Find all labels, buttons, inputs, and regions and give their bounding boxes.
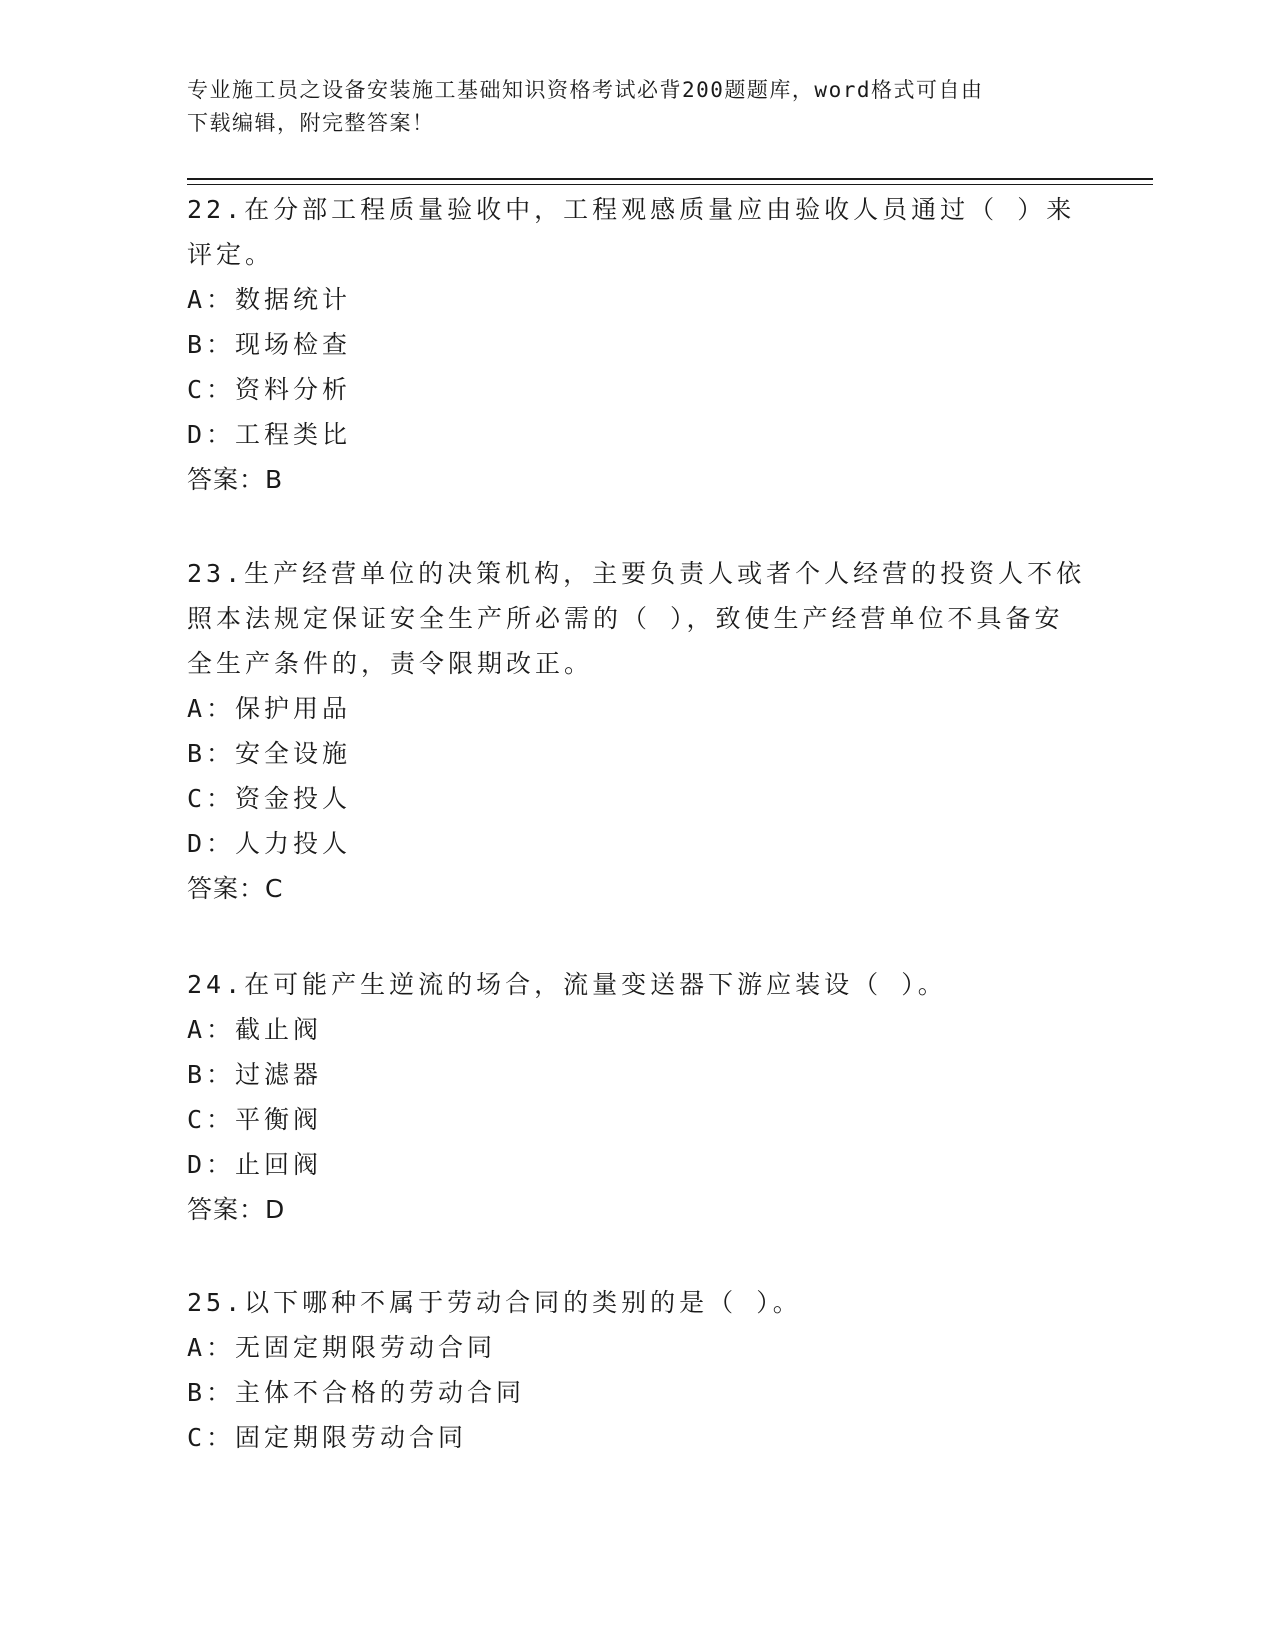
header-line-1: 专业施工员之设备安装施工基础知识资格考试必背200题题库，word格式可自由 xyxy=(187,78,984,102)
option-a: A：截止阀 xyxy=(187,1015,323,1044)
document-header xyxy=(187,74,1067,140)
option-b: B：现场检查 xyxy=(187,330,352,359)
question-stem-line: 全生产条件的，责令限期改正。 xyxy=(187,649,594,678)
question-24 xyxy=(187,962,1087,1232)
question-25 xyxy=(187,1280,1087,1460)
option-d: D：人力投人 xyxy=(187,829,352,858)
option-a: A：无固定期限劳动合同 xyxy=(187,1333,497,1362)
option-b: B：过滤器 xyxy=(187,1060,323,1089)
option-c: C：固定期限劳动合同 xyxy=(187,1423,468,1452)
option-c: C：资料分析 xyxy=(187,375,352,404)
answer: 答案：B xyxy=(187,465,284,494)
option-c: C：平衡阀 xyxy=(187,1105,323,1134)
option-d: D：止回阀 xyxy=(187,1150,323,1179)
question-22 xyxy=(187,187,1087,502)
question-stem-line: 22.在分部工程质量验收中，工程观感质量应由验收人员通过（ ）来 xyxy=(187,195,1076,224)
answer: 答案：C xyxy=(187,874,284,903)
question-stem-line: 23.生产经营单位的决策机构，主要负责人或者个人经营的投资人不依 xyxy=(187,559,1086,588)
header-line-2: 下载编辑，附完整答案！ xyxy=(187,111,435,135)
question-stem-line: 评定。 xyxy=(187,240,275,269)
header-divider-thin xyxy=(187,184,1153,185)
option-d: D：工程类比 xyxy=(187,420,352,449)
answer: 答案：D xyxy=(187,1195,286,1224)
header-divider-thick xyxy=(187,178,1153,180)
option-a: A：保护用品 xyxy=(187,694,352,723)
question-stem-line: 25.以下哪种不属于劳动合同的类别的是（ ）。 xyxy=(187,1288,802,1317)
option-c: C：资金投人 xyxy=(187,784,352,813)
question-stem-line: 24.在可能产生逆流的场合，流量变送器下游应装设（ ）。 xyxy=(187,970,947,999)
question-stem-line: 照本法规定保证安全生产所必需的（ ），致使生产经营单位不具备安 xyxy=(187,604,1064,633)
option-a: A：数据统计 xyxy=(187,285,352,314)
option-b: B：主体不合格的劳动合同 xyxy=(187,1378,526,1407)
option-b: B：安全设施 xyxy=(187,739,352,768)
question-23 xyxy=(187,551,1087,911)
